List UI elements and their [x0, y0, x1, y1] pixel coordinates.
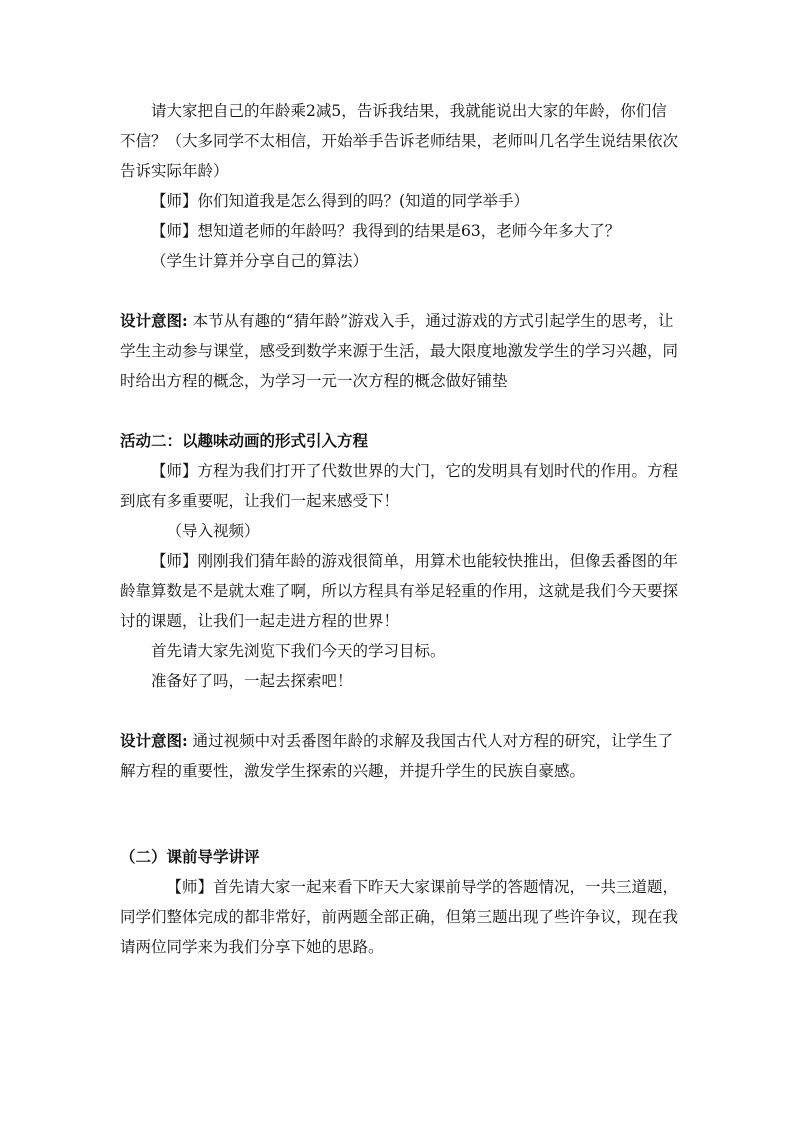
design-intent-2 — [120, 726, 680, 786]
paragraph-student-calc: （学生计算并分享自己的算法） — [151, 252, 369, 270]
paragraph-teacher-question-2: 【师】想知道老师的年龄吗？我得到的结果是63，老师今年多大了？ — [151, 222, 621, 240]
design-intent-text: 本节从有趣的“猜年龄”游戏入手，通过游戏的方式引起学生的思考，让学生主动参与课堂，感受到数学来源于生活，最大限度地激发学生的学习兴趣，同时给出方程的概念，为学习一元一次方程的概念做好铺垫 — [120, 312, 679, 390]
document-body — [120, 96, 680, 962]
design-intent-label: 设计意图: — [120, 311, 188, 330]
paragraph-teacher-question-1: 【师】你们知道我是怎么得到的吗？(知道的同学举手） — [151, 192, 530, 210]
section-2-heading: （二）课前导学讲评 — [120, 847, 260, 866]
paragraph-age-game: 请大家把自己的年龄乘2减5，告诉我结果，我就能说出大家的年龄，你们信不信？（大多同学不太相信，开始举手告诉老师结果，老师叫几名学生说结果依次告诉实际年龄） — [120, 102, 679, 180]
design-intent-1 — [120, 306, 680, 396]
paragraph-ready: 准备好了吗，一起去探索吧！ — [151, 672, 353, 690]
spacer — [120, 696, 680, 726]
spacer — [120, 786, 680, 842]
spacer — [120, 396, 680, 426]
paragraph-video: （导入视频） — [166, 522, 260, 540]
spacer — [120, 276, 680, 306]
paragraph-equation-intro: 【师】方程为我们打开了代数世界的大门，它的发明具有划时代的作用。方程到底有多重要呢，让我们一起来感受下！ — [120, 462, 679, 510]
paragraph-learning-goals: 首先请大家先浏览下我们今天的学习目标。 — [151, 642, 446, 660]
design-intent-text: 通过视频中对丢番图年龄的求解及我国古代人对方程的研究，让学生了解方程的重要性，激发学生探索的兴趣，并提升学生的民族自豪感。 — [120, 732, 674, 780]
paragraph-diophantus: 【师】刚刚我们猜年龄的游戏很简单，用算术也能较快推出，但像丢番图的年龄靠算数是不是就太难了啊，所以方程具有举足轻重的作用，这就是我们今天要探讨的课题，让我们一起走进方程的世界！ — [120, 552, 679, 630]
design-intent-label: 设计意图: — [120, 731, 188, 750]
activity-2-heading: 活动二：以趣味动画的形式引入方程 — [120, 431, 369, 450]
paragraph-pre-class-review: 【师】首先请大家一起来看下昨天大家课前导学的答题情况，一共三道题，同学们整体完成的都非常好，前两题全部正确，但第三题出现了些许争议，现在我请两位同学来为我们分享下她的思路。 — [120, 878, 679, 956]
